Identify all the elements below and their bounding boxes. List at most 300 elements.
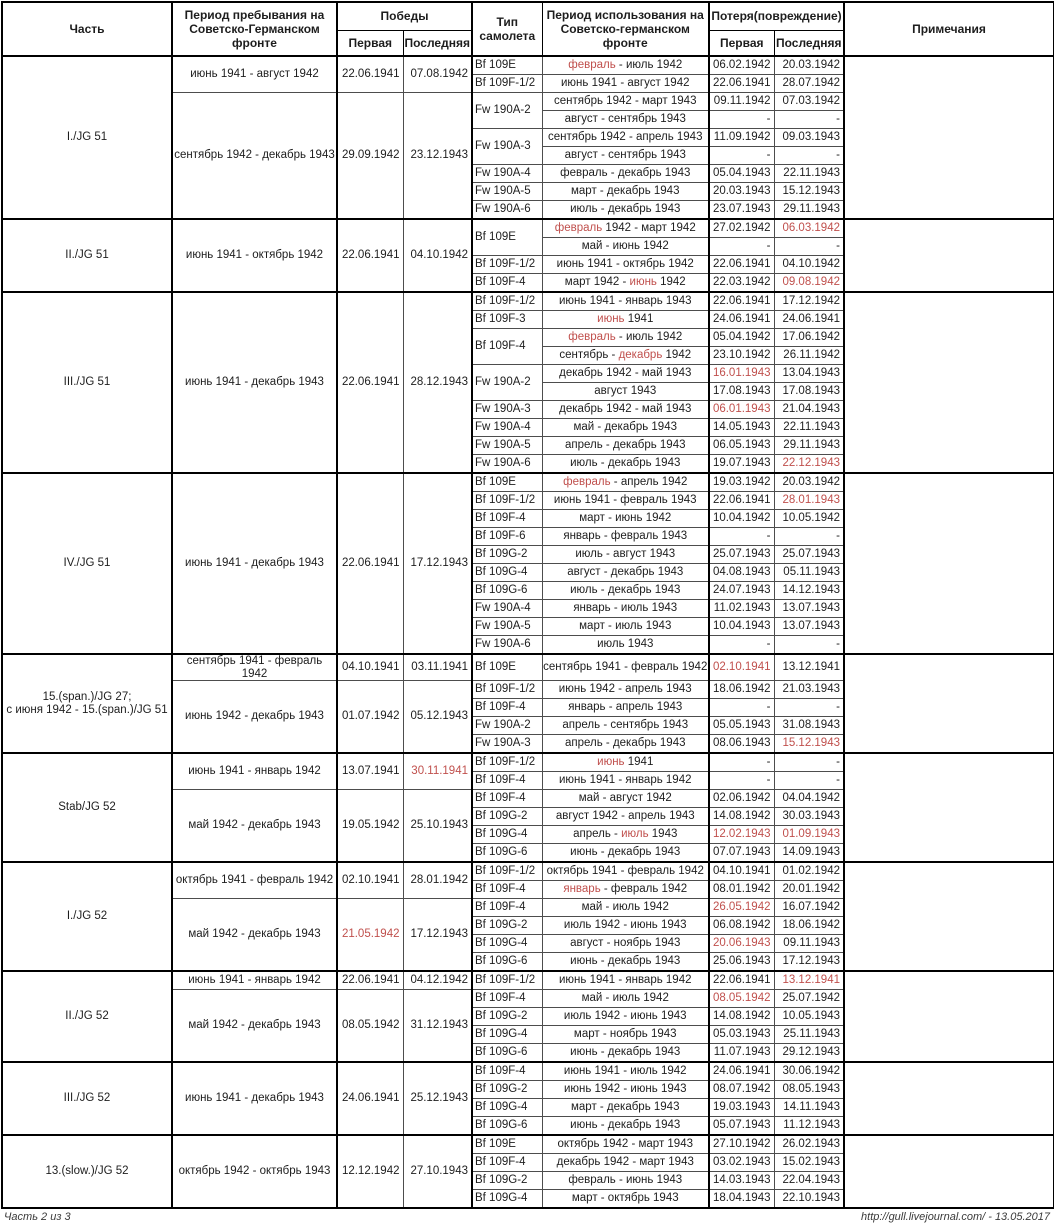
loss-last-cell: 22.10.1943	[774, 1190, 844, 1209]
stay-period-cell: июнь 1941 - январь 1942	[172, 971, 337, 990]
loss-first-cell: 22.06.1941	[709, 75, 774, 93]
col-header-victory-last: Последняя	[403, 30, 472, 56]
usage-period-text: март - декабрь 1943	[571, 185, 680, 198]
usage-period-cell	[542, 437, 709, 455]
page-indicator: Часть 2 из 3	[4, 1211, 71, 1223]
loss-last-cell: 04.10.1942	[774, 256, 844, 274]
usage-period-text: сентябрь 1942 - март 1943	[554, 95, 697, 108]
notes-cell	[844, 753, 1054, 862]
loss-last-cell: 09.11.1943	[774, 935, 844, 953]
loss-last-cell: -	[774, 636, 844, 655]
aircraft-type-cell: Bf 109G-6	[472, 844, 542, 863]
victory-last-cell: 23.12.1943	[403, 93, 472, 220]
usage-period-text: - февраль 1942	[600, 883, 688, 896]
usage-period-text: август - декабрь 1943	[567, 566, 684, 579]
usage-period-text: февраль - июнь 1943	[568, 1174, 683, 1187]
usage-period-cell	[542, 735, 709, 754]
aircraft-type-cell: Fw 190A-2	[472, 93, 542, 129]
victory-last-cell: 03.11.1941	[403, 654, 472, 681]
usage-period-cell	[542, 582, 709, 600]
usage-period-text: июль - декабрь 1943	[570, 203, 681, 216]
usage-period-text: июль 1942 - июнь 1943	[563, 1010, 687, 1023]
usage-period-cell	[542, 600, 709, 618]
loss-last-cell: 14.09.1943	[774, 844, 844, 863]
usage-period-text: май - июль 1942	[581, 901, 669, 914]
aircraft-type-cell: Bf 109F-6	[472, 528, 542, 546]
table-row	[2, 862, 1054, 881]
loss-last-cell: 15.12.1943	[774, 183, 844, 201]
usage-period-cell	[542, 347, 709, 365]
usage-period-cell	[542, 528, 709, 546]
unit-cell: III./JG 52	[2, 1062, 172, 1135]
aircraft-type-cell: Bf 109F-1/2	[472, 256, 542, 274]
loss-last-cell: 29.11.1943	[774, 437, 844, 455]
aircraft-type-cell: Fw 190A-4	[472, 165, 542, 183]
victory-last-cell: 25.10.1943	[403, 790, 472, 863]
loss-first-cell: 20.06.1943	[709, 935, 774, 953]
loss-last-cell: 17.12.1943	[774, 953, 844, 972]
usage-period-cell	[542, 546, 709, 564]
loss-last-cell: 09.03.1943	[774, 129, 844, 147]
loss-last-cell: 08.05.1943	[774, 1081, 844, 1099]
usage-period-text: март - октябрь 1943	[571, 1192, 679, 1205]
usage-period-text: июнь 1941 - январь 1942	[558, 974, 692, 987]
loss-first-cell: -	[709, 147, 774, 165]
usage-period-text: октябрь 1942 - март 1943	[557, 1138, 693, 1151]
loss-last-cell: 28.07.1942	[774, 75, 844, 93]
aircraft-type-cell: Bf 109G-2	[472, 1081, 542, 1099]
usage-period-text: июнь 1942 - июнь 1943	[563, 1083, 687, 1096]
loss-first-cell: 05.05.1943	[709, 717, 774, 735]
usage-period-text: апрель - декабрь 1943	[565, 439, 686, 452]
unit-cell: III./JG 51	[2, 292, 172, 473]
victory-last-cell: 05.12.1943	[403, 681, 472, 754]
usage-period-text: апрель - сентябрь 1943	[562, 719, 689, 732]
loss-last-cell: 22.11.1943	[774, 165, 844, 183]
usage-period-cell	[542, 419, 709, 437]
victory-first-cell: 21.05.1942	[337, 899, 403, 972]
usage-period-cell	[542, 881, 709, 899]
usage-period-text: март - ноябрь 1943	[573, 1028, 677, 1041]
aircraft-type-cell: Bf 109G-6	[472, 1044, 542, 1063]
usage-period-text: июнь	[597, 313, 625, 326]
stay-period-cell: июнь 1941 - декабрь 1943	[172, 1062, 337, 1135]
loss-last-cell: 14.11.1943	[774, 1099, 844, 1117]
victory-first-cell: 24.06.1941	[337, 1062, 403, 1135]
loss-last-cell: 13.12.1941	[774, 971, 844, 990]
loss-first-cell: 03.02.1943	[709, 1154, 774, 1172]
loss-first-cell: -	[709, 772, 774, 790]
loss-last-cell: 07.03.1942	[774, 93, 844, 111]
table-row	[2, 56, 1054, 75]
usage-period-text: февраль	[563, 476, 611, 489]
unit-cell: I./JG 51	[2, 56, 172, 219]
loss-last-cell: 25.07.1943	[774, 546, 844, 564]
usage-period-text: март - декабрь 1943	[571, 1101, 680, 1114]
aircraft-type-cell: Bf 109G-2	[472, 1008, 542, 1026]
usage-period-text: январь - апрель 1943	[568, 701, 683, 714]
usage-period-cell	[542, 971, 709, 990]
usage-period-text: апрель -	[573, 828, 622, 841]
notes-cell	[844, 473, 1054, 654]
usage-period-text: март - июль 1943	[579, 620, 672, 633]
notes-cell	[844, 219, 1054, 292]
loss-first-cell: -	[709, 111, 774, 129]
victory-first-cell: 08.05.1942	[337, 990, 403, 1063]
stay-period-cell: июнь 1941 - декабрь 1943	[172, 473, 337, 654]
usage-period-text: февраль	[554, 222, 603, 235]
victory-last-cell: 28.01.1942	[403, 862, 472, 899]
usage-period-text: май - июль 1942	[581, 992, 669, 1005]
usage-period-text: декабрь	[618, 349, 663, 362]
aircraft-type-cell: Fw 190A-4	[472, 600, 542, 618]
usage-period-cell	[542, 1099, 709, 1117]
aircraft-type-cell: Bf 109E	[472, 473, 542, 492]
loss-last-cell: 14.12.1943	[774, 582, 844, 600]
loss-first-cell: 11.07.1943	[709, 1044, 774, 1063]
usage-period-cell	[542, 1062, 709, 1081]
usage-period-text: июль - декабрь 1943	[570, 457, 681, 470]
victory-first-cell: 13.07.1941	[337, 753, 403, 790]
loss-first-cell: 05.04.1943	[709, 165, 774, 183]
unit-cell: IV./JG 51	[2, 473, 172, 654]
loss-last-cell: 21.03.1943	[774, 681, 844, 699]
loss-first-cell: 08.06.1943	[709, 735, 774, 754]
loss-first-cell: 14.08.1942	[709, 808, 774, 826]
usage-period-text: июнь 1941 - январь 1942	[558, 774, 692, 787]
usage-period-text: сентябрь -	[559, 349, 619, 362]
usage-period-cell	[542, 510, 709, 528]
table-row	[2, 219, 1054, 238]
usage-period-cell	[542, 383, 709, 401]
loss-last-cell: 06.03.1942	[774, 219, 844, 238]
aircraft-type-cell: Bf 109F-1/2	[472, 75, 542, 93]
usage-period-cell	[542, 93, 709, 111]
loss-first-cell: 10.04.1943	[709, 618, 774, 636]
usage-period-cell	[542, 899, 709, 917]
loss-last-cell: 30.03.1943	[774, 808, 844, 826]
loss-first-cell: 04.10.1941	[709, 862, 774, 881]
notes-cell	[844, 1135, 1054, 1208]
usage-period-cell	[542, 1135, 709, 1154]
usage-period-text: февраль	[568, 331, 616, 344]
col-header-loss-first: Первая	[709, 30, 774, 56]
usage-period-text: август 1942 - апрель 1943	[555, 810, 695, 823]
aircraft-type-cell: Bf 109F-4	[472, 1062, 542, 1081]
usage-period-cell	[542, 953, 709, 972]
loss-first-cell: 27.10.1942	[709, 1135, 774, 1154]
unit-cell: 13.(slow.)/JG 52	[2, 1135, 172, 1208]
loss-first-cell: -	[709, 699, 774, 717]
loss-first-cell: 19.03.1943	[709, 1099, 774, 1117]
usage-period-text: май - июнь 1942	[581, 240, 669, 253]
loss-first-cell: -	[709, 238, 774, 256]
victory-first-cell: 22.06.1941	[337, 971, 403, 990]
usage-period-text: май - август 1942	[578, 792, 672, 805]
stay-period-cell: июнь 1942 - декабрь 1943	[172, 681, 337, 754]
usage-period-cell	[542, 111, 709, 129]
loss-first-cell: 06.05.1943	[709, 437, 774, 455]
aircraft-type-cell: Bf 109G-4	[472, 1026, 542, 1044]
aircraft-type-cell: Bf 109F-4	[472, 790, 542, 808]
loss-first-cell: 06.08.1942	[709, 917, 774, 935]
aircraft-type-cell: Bf 109F-1/2	[472, 292, 542, 311]
aircraft-type-cell: Bf 109G-4	[472, 826, 542, 844]
usage-period-cell	[542, 1190, 709, 1209]
loss-last-cell: -	[774, 528, 844, 546]
aircraft-type-cell: Bf 109F-4	[472, 899, 542, 917]
aircraft-type-cell: Bf 109F-1/2	[472, 492, 542, 510]
col-header-victories: Победы	[337, 2, 472, 30]
aircraft-type-cell: Fw 190A-5	[472, 618, 542, 636]
loss-first-cell: 05.07.1943	[709, 1117, 774, 1136]
usage-period-cell	[542, 564, 709, 582]
usage-period-text: январь - июль 1943	[573, 602, 678, 615]
col-header-usage-period: Период использования на Советско-германском фронте	[542, 2, 709, 56]
aircraft-type-cell: Fw 190A-4	[472, 419, 542, 437]
usage-period-text: май - декабрь 1943	[573, 421, 677, 434]
usage-period-text: декабрь 1942 - май 1943	[559, 403, 692, 416]
usage-period-cell	[542, 790, 709, 808]
loss-last-cell: 01.02.1942	[774, 862, 844, 881]
usage-period-cell	[542, 654, 709, 681]
victory-last-cell: 27.10.1943	[403, 1135, 472, 1208]
col-header-victory-first: Первая	[337, 30, 403, 56]
loss-first-cell: 22.03.1942	[709, 274, 774, 293]
aircraft-type-cell: Bf 109F-4	[472, 1154, 542, 1172]
usage-period-cell	[542, 311, 709, 329]
loss-first-cell: 22.06.1941	[709, 971, 774, 990]
usage-period-text: июнь 1941 - август 1942	[560, 77, 690, 90]
aircraft-type-cell: Bf 109G-6	[472, 1117, 542, 1136]
usage-period-cell	[542, 808, 709, 826]
usage-period-text: сентябрь 1942 - апрель 1943	[548, 131, 703, 144]
loss-last-cell: 13.07.1943	[774, 600, 844, 618]
loss-last-cell: 17.08.1943	[774, 383, 844, 401]
loss-last-cell: 29.11.1943	[774, 201, 844, 220]
usage-period-text: декабрь 1942 - май 1943	[559, 367, 692, 380]
aircraft-type-cell: Bf 109F-4	[472, 881, 542, 899]
table-row	[2, 654, 1054, 681]
usage-period-cell	[542, 365, 709, 383]
usage-period-cell	[542, 681, 709, 699]
loss-last-cell: -	[774, 699, 844, 717]
usage-period-cell	[542, 636, 709, 655]
usage-period-text: август - сентябрь 1943	[564, 113, 686, 126]
loss-first-cell: 26.05.1942	[709, 899, 774, 917]
aircraft-usage-table	[1, 1, 1054, 1209]
aircraft-type-cell: Bf 109E	[472, 56, 542, 75]
loss-first-cell: 20.03.1943	[709, 183, 774, 201]
loss-last-cell: 15.12.1943	[774, 735, 844, 754]
loss-first-cell: 22.06.1941	[709, 256, 774, 274]
aircraft-type-cell: Bf 109G-2	[472, 917, 542, 935]
loss-last-cell: 15.02.1943	[774, 1154, 844, 1172]
loss-first-cell: 17.08.1943	[709, 383, 774, 401]
usage-period-cell	[542, 201, 709, 220]
stay-period-cell: май 1942 - декабрь 1943	[172, 790, 337, 863]
usage-period-text: июнь - декабрь 1943	[570, 955, 681, 968]
aircraft-type-cell: Bf 109G-6	[472, 582, 542, 600]
col-header-unit: Часть	[2, 2, 172, 56]
aircraft-type-cell: Fw 190A-2	[472, 365, 542, 401]
usage-period-text: 1941	[624, 313, 654, 326]
victory-last-cell: 07.08.1942	[403, 56, 472, 93]
loss-first-cell: 16.01.1943	[709, 365, 774, 383]
usage-period-text: апрель - декабрь 1943	[565, 737, 686, 750]
aircraft-type-cell: Bf 109E	[472, 219, 542, 256]
aircraft-type-cell: Bf 109F-3	[472, 311, 542, 329]
usage-period-cell	[542, 183, 709, 201]
stay-period-cell: июнь 1941 - август 1942	[172, 56, 337, 93]
usage-period-text: 1942 - март 1942	[602, 222, 696, 235]
usage-period-text: 1941	[624, 756, 654, 769]
aircraft-type-cell: Bf 109G-2	[472, 808, 542, 826]
aircraft-type-cell: Fw 190A-5	[472, 183, 542, 201]
table-body	[2, 56, 1054, 1208]
aircraft-type-cell: Bf 109F-4	[472, 510, 542, 528]
usage-period-cell	[542, 165, 709, 183]
stay-period-cell: июнь 1941 - декабрь 1943	[172, 292, 337, 473]
usage-period-text: июль	[621, 828, 649, 841]
loss-last-cell: 28.01.1943	[774, 492, 844, 510]
aircraft-type-cell: Bf 109G-6	[472, 953, 542, 972]
loss-last-cell: 29.12.1943	[774, 1044, 844, 1063]
victory-first-cell: 22.06.1941	[337, 292, 403, 473]
loss-first-cell: 05.04.1942	[709, 329, 774, 347]
loss-last-cell: 16.07.1942	[774, 899, 844, 917]
aircraft-type-cell: Fw 190A-5	[472, 437, 542, 455]
usage-period-text: июнь 1941 - февраль 1943	[553, 494, 697, 507]
loss-first-cell: 14.03.1943	[709, 1172, 774, 1190]
loss-first-cell: 24.07.1943	[709, 582, 774, 600]
page-footer	[4, 1211, 1050, 1223]
loss-first-cell: 11.09.1942	[709, 129, 774, 147]
usage-period-cell	[542, 917, 709, 935]
loss-first-cell: -	[709, 528, 774, 546]
loss-last-cell: 10.05.1943	[774, 1008, 844, 1026]
usage-period-cell	[542, 56, 709, 75]
usage-period-text: декабрь 1942 - март 1943	[556, 1156, 694, 1169]
usage-period-text: август - ноябрь 1943	[570, 937, 681, 950]
loss-first-cell: 23.07.1943	[709, 201, 774, 220]
usage-period-text: сентябрь 1941 - февраль 1942	[543, 661, 708, 674]
aircraft-type-cell: Bf 109E	[472, 1135, 542, 1154]
usage-period-text: июнь 1942 - апрель 1943	[558, 683, 692, 696]
loss-last-cell: 05.11.1943	[774, 564, 844, 582]
table-row	[2, 292, 1054, 311]
usage-period-cell	[542, 455, 709, 474]
loss-last-cell: 13.12.1941	[774, 654, 844, 681]
usage-period-cell	[542, 492, 709, 510]
table-row	[2, 753, 1054, 772]
loss-last-cell: 22.12.1943	[774, 455, 844, 474]
loss-first-cell: 10.04.1942	[709, 510, 774, 528]
victory-first-cell: 04.10.1941	[337, 654, 403, 681]
aircraft-type-cell: Bf 109G-2	[472, 546, 542, 564]
usage-period-cell	[542, 219, 709, 238]
aircraft-type-cell: Bf 109G-4	[472, 935, 542, 953]
unit-cell: Stab/JG 52	[2, 753, 172, 862]
aircraft-type-cell: Bf 109F-1/2	[472, 862, 542, 881]
usage-period-text: октябрь 1941 - февраль 1942	[546, 865, 704, 878]
stay-period-cell: май 1942 - декабрь 1943	[172, 990, 337, 1063]
aircraft-type-cell: Fw 190A-6	[472, 201, 542, 220]
loss-last-cell: 13.04.1943	[774, 365, 844, 383]
usage-period-text: - июль 1942	[615, 59, 683, 72]
usage-period-text: январь - февраль 1943	[563, 530, 688, 543]
usage-period-cell	[542, 862, 709, 881]
usage-period-text: июль - декабрь 1943	[570, 584, 681, 597]
col-header-loss-last: Последняя	[774, 30, 844, 56]
loss-first-cell: 23.10.1942	[709, 347, 774, 365]
notes-cell	[844, 292, 1054, 473]
stay-period-cell: июнь 1941 - октябрь 1942	[172, 219, 337, 292]
stay-period-cell: сентябрь 1942 - декабрь 1943	[172, 93, 337, 220]
loss-last-cell: 20.03.1942	[774, 56, 844, 75]
notes-cell	[844, 971, 1054, 1062]
unit-cell: I./JG 52	[2, 862, 172, 971]
victory-last-cell: 31.12.1943	[403, 990, 472, 1063]
loss-last-cell: 22.11.1943	[774, 419, 844, 437]
usage-period-cell	[542, 256, 709, 274]
aircraft-type-cell: Fw 190A-3	[472, 735, 542, 754]
notes-cell	[844, 862, 1054, 971]
usage-period-cell	[542, 699, 709, 717]
usage-period-cell	[542, 1081, 709, 1099]
aircraft-type-cell: Bf 109F-1/2	[472, 753, 542, 772]
loss-last-cell: 17.06.1942	[774, 329, 844, 347]
usage-period-cell	[542, 772, 709, 790]
loss-first-cell: 09.11.1942	[709, 93, 774, 111]
loss-first-cell: 18.04.1943	[709, 1190, 774, 1209]
loss-last-cell: 01.09.1943	[774, 826, 844, 844]
loss-first-cell: 06.01.1943	[709, 401, 774, 419]
usage-period-cell	[542, 473, 709, 492]
usage-period-cell	[542, 717, 709, 735]
aircraft-type-cell: Bf 109F-4	[472, 772, 542, 790]
loss-first-cell: 05.03.1943	[709, 1026, 774, 1044]
usage-period-text: август 1943	[594, 385, 657, 398]
notes-cell	[844, 1062, 1054, 1135]
loss-first-cell: 25.07.1943	[709, 546, 774, 564]
col-header-notes: Примечания	[844, 2, 1054, 56]
stay-period-cell: май 1942 - декабрь 1943	[172, 899, 337, 972]
usage-period-cell	[542, 292, 709, 311]
aircraft-type-cell: Bf 109F-1/2	[472, 971, 542, 990]
header-row-top	[2, 2, 1054, 30]
table-header	[2, 2, 1054, 56]
usage-period-cell	[542, 401, 709, 419]
loss-last-cell: 21.04.1943	[774, 401, 844, 419]
victory-last-cell: 17.12.1943	[403, 899, 472, 972]
aircraft-type-cell: Bf 109F-4	[472, 990, 542, 1008]
loss-last-cell: 17.12.1942	[774, 292, 844, 311]
loss-first-cell: 06.02.1942	[709, 56, 774, 75]
usage-period-cell	[542, 826, 709, 844]
victory-first-cell: 01.07.1942	[337, 681, 403, 754]
loss-last-cell: -	[774, 238, 844, 256]
usage-period-cell	[542, 990, 709, 1008]
loss-first-cell: 12.02.1943	[709, 826, 774, 844]
usage-period-text: июль 1943	[597, 638, 654, 651]
usage-period-text: август - сентябрь 1943	[564, 149, 686, 162]
usage-period-cell	[542, 75, 709, 93]
loss-first-cell: -	[709, 753, 774, 772]
aircraft-type-cell: Fw 190A-3	[472, 401, 542, 419]
loss-last-cell: 13.07.1943	[774, 618, 844, 636]
table-row	[2, 1062, 1054, 1081]
